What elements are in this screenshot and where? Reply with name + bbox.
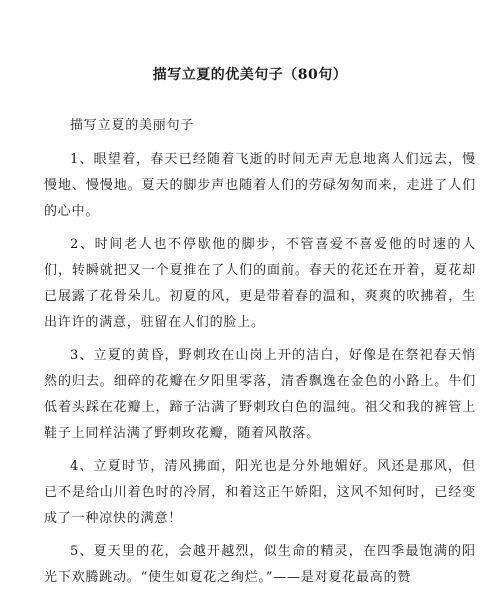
paragraph-5: 5、夏天里的花，会越开越烈，似生命的精灵，在四季最饱满的阳光下欢腾跳动。“使生如夏花之绚烂。”——是对夏花最高的赞 <box>44 544 476 585</box>
paragraph-3: 3、立夏的黄昏，野刺玫在山岗上开的洁白，好像是在祭祀春天悄然的归去。细碎的花瓣在夕阳里零落，清香飘逸在金色的小路上。牛们低着头踩在花瓣上，蹄子沾满了野刺玫白色的温纯。祖父和我的裤管上鞋子上同样沾满了野刺玫花瓣，随着风散落。 <box>44 348 476 441</box>
paragraph-2: 2、时间老人也不停歇他的脚步，不管喜爱不喜爱他的时速的人们，转瞬就把又一个夏推在了人们的面前。春天的花还在开着，夏花却已展露了花骨朵儿。初夏的风，更是带着春的温和，爽爽的吹拂着，生出许许的满意，驻留在人们的脸上。 <box>44 237 476 330</box>
document-title: 描写立夏的优美句子（80句） <box>152 67 348 83</box>
article-body <box>44 113 476 591</box>
section-subheading: 描写立夏的美丽句子 <box>70 118 195 133</box>
paragraph-1: 1、眼望着，春天已经随着飞逝的时间无声无息地离人们远去，慢慢地、慢慢地。夏天的脚步声也随着人们的劳碌匆匆而来，走进了人们的心中。 <box>44 152 476 219</box>
paragraph-4: 4、立夏时节，清风拂面，阳光也是分外地媚好。风还是那风，但已不是给山川着色时的冷屑，和着这正午娇阳，这风不知何时，已经变成了一种凉快的满意！ <box>44 459 476 526</box>
